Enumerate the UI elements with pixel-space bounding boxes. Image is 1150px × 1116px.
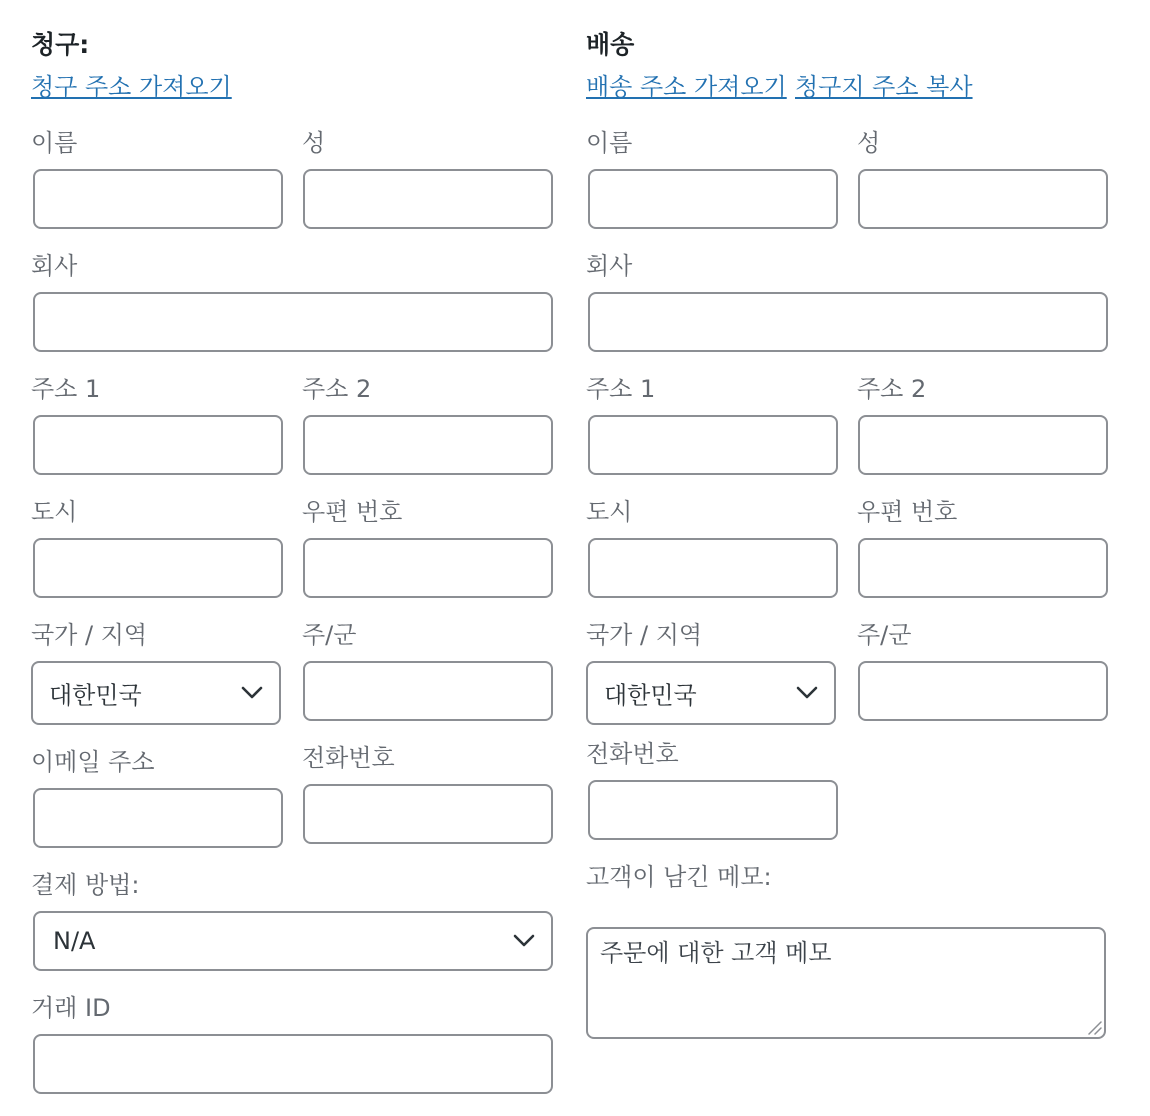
payment-method-label: 결제 방법: — [31, 871, 140, 899]
shipping-state-input[interactable] — [858, 661, 1108, 721]
billing-phone-input[interactable] — [303, 784, 553, 844]
billing-address1-label: 주소 1 — [31, 375, 101, 403]
billing-city-label: 도시 — [31, 498, 78, 526]
billing-country-label: 국가 / 지역 — [31, 621, 148, 649]
shipping-address1-label: 주소 1 — [586, 375, 656, 403]
shipping-last-name-input[interactable] — [858, 169, 1108, 229]
shipping-country-label: 국가 / 지역 — [586, 621, 703, 649]
billing-address2-label: 주소 2 — [302, 375, 372, 403]
chevron-down-icon — [796, 686, 818, 700]
billing-address2-input[interactable] — [303, 415, 553, 475]
load-shipping-address-link[interactable]: 배송 주소 가져오기 — [586, 73, 787, 101]
billing-company-label: 회사 — [31, 252, 78, 280]
billing-phone-label: 전화번호 — [302, 744, 395, 772]
billing-state-input[interactable] — [303, 661, 553, 721]
transaction-id-label: 거래 ID — [31, 994, 111, 1022]
shipping-phone-label: 전화번호 — [586, 740, 679, 768]
shipping-city-input[interactable] — [588, 538, 838, 598]
shipping-country-value: 대한민국 — [604, 681, 697, 710]
billing-last-name-label: 성 — [302, 129, 326, 157]
shipping-phone-input[interactable] — [588, 780, 838, 840]
billing-first-name-input[interactable] — [33, 169, 283, 229]
shipping-postcode-input[interactable] — [858, 538, 1108, 598]
billing-country-select[interactable] — [31, 661, 281, 725]
transaction-id-input[interactable] — [33, 1034, 553, 1094]
billing-postcode-input[interactable] — [303, 538, 553, 598]
shipping-state-label: 주/군 — [857, 621, 912, 649]
shipping-heading: 배송 — [586, 30, 635, 59]
shipping-address2-label: 주소 2 — [857, 375, 927, 403]
shipping-company-input[interactable] — [588, 292, 1108, 352]
shipping-company-label: 회사 — [586, 252, 633, 280]
billing-first-name-label: 이름 — [31, 129, 78, 157]
payment-method-select[interactable] — [33, 911, 553, 971]
billing-address1-input[interactable] — [33, 415, 283, 475]
shipping-first-name-input[interactable] — [588, 169, 838, 229]
customer-note-textarea[interactable] — [586, 927, 1106, 1039]
billing-city-input[interactable] — [33, 538, 283, 598]
billing-company-input[interactable] — [33, 292, 553, 352]
billing-country-value: 대한민국 — [49, 681, 142, 710]
copy-billing-address-link[interactable]: 청구지 주소 복사 — [795, 73, 973, 101]
billing-postcode-label: 우편 번호 — [302, 498, 403, 526]
shipping-postcode-label: 우편 번호 — [857, 498, 958, 526]
shipping-address2-input[interactable] — [858, 415, 1108, 475]
chevron-down-icon — [241, 686, 263, 700]
resize-grip-icon[interactable] — [1086, 1019, 1102, 1035]
shipping-last-name-label: 성 — [857, 129, 881, 157]
payment-method-value: N/A — [53, 927, 96, 955]
shipping-address1-input[interactable] — [588, 415, 838, 475]
shipping-country-select[interactable] — [586, 661, 836, 725]
customer-note-label: 고객이 남긴 메모: — [586, 863, 772, 891]
billing-email-label: 이메일 주소 — [31, 748, 155, 776]
load-billing-address-link[interactable]: 청구 주소 가져오기 — [31, 73, 232, 101]
billing-state-label: 주/군 — [302, 621, 357, 649]
billing-heading: 청구: — [31, 30, 90, 59]
chevron-down-icon — [513, 934, 535, 948]
shipping-first-name-label: 이름 — [586, 129, 633, 157]
billing-last-name-input[interactable] — [303, 169, 553, 229]
shipping-city-label: 도시 — [586, 498, 633, 526]
billing-email-input[interactable] — [33, 788, 283, 848]
